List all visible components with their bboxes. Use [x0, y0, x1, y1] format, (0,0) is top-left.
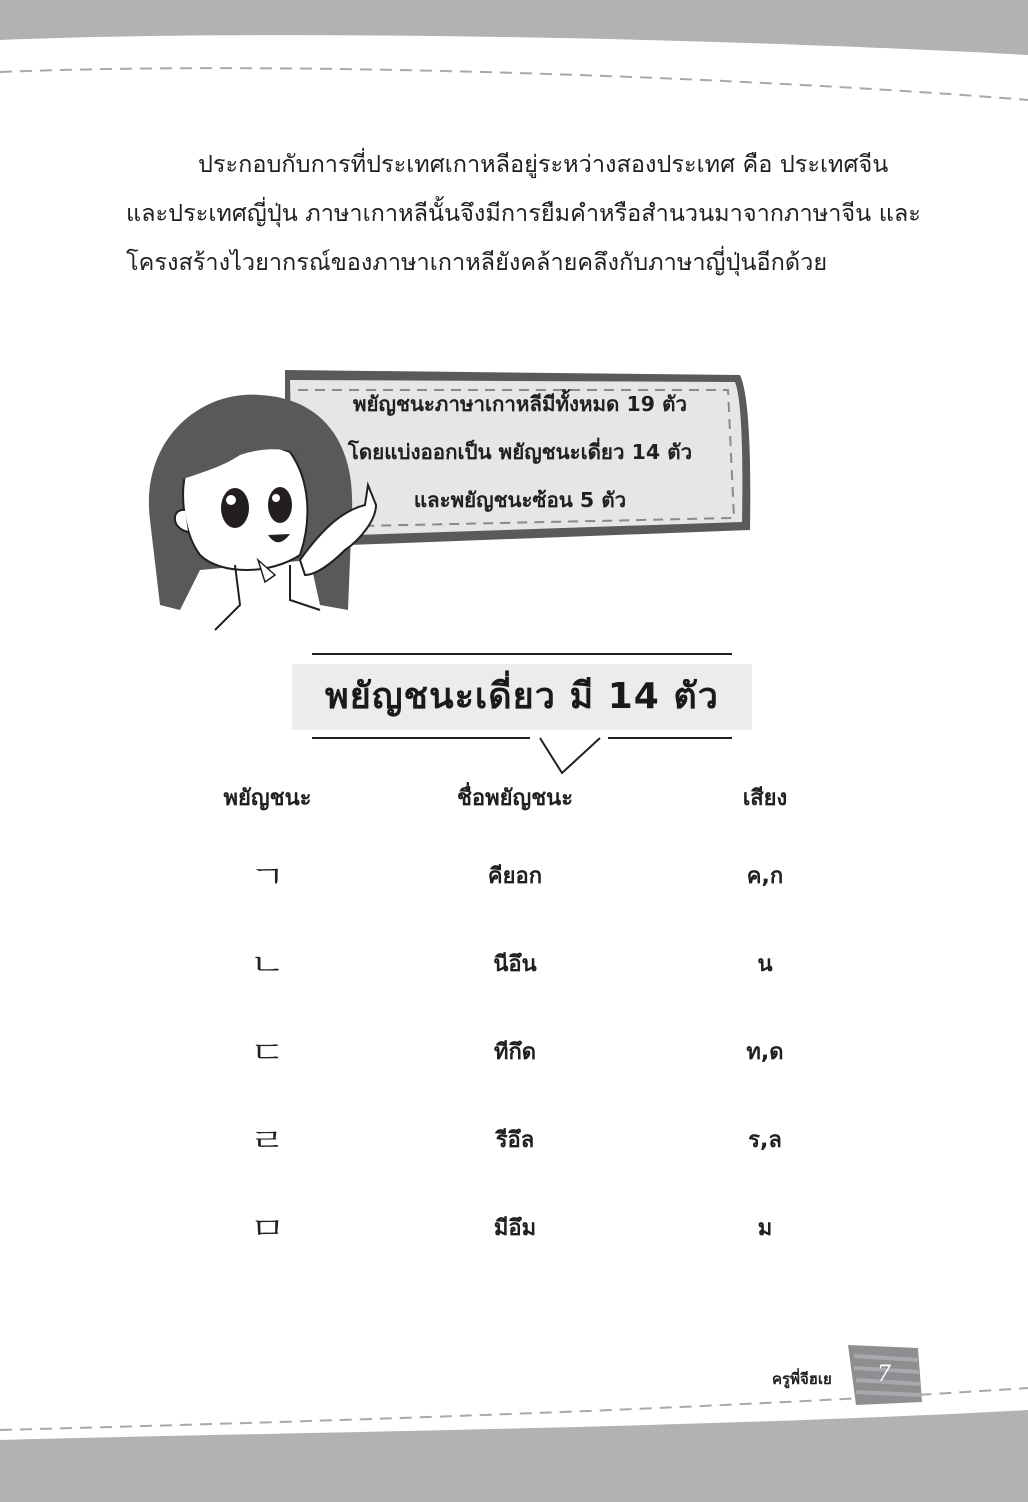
table-header: [180, 780, 880, 810]
page-number: 7: [877, 1362, 891, 1387]
header-letter: พยัญชนะ: [223, 786, 312, 811]
table-row: [180, 1034, 880, 1071]
consonant-table: [180, 780, 880, 1247]
table-row: [180, 946, 880, 983]
speech-bubble-text: [305, 380, 735, 524]
hangul-letter: ㄴ: [249, 948, 286, 983]
letter-sound: ค,ก: [746, 864, 784, 889]
section-title: พยัญชนะเดี่ยว มี 14 ตัว: [325, 676, 719, 717]
letter-name: คียอก: [487, 864, 543, 889]
header-sound: เสียง: [742, 786, 788, 811]
letter-name: นีอึน: [493, 952, 537, 977]
bubble-line: และพยัญชนะซ้อน 5 ตัว: [413, 488, 627, 512]
letter-name: รีอึล: [495, 1128, 535, 1153]
letter-sound: ม: [757, 1216, 773, 1241]
paragraph-line: โครงสร้างไวยากรณ์ของภาษาเกาหลียังคล้ายคลึงกับภาษาญี่ปุ่นอีกด้วย: [126, 248, 828, 276]
paragraph-line: และประเทศญี่ปุ่น ภาษาเกาหลีนั้นจึงมีการยืมคำหรือสำนวนมาจากภาษาจีน และ: [126, 199, 921, 227]
footer-author: ครูพี่จีฮเย: [772, 1370, 832, 1388]
letter-name: ทีกึด: [493, 1040, 537, 1065]
table-row: [180, 1210, 880, 1247]
hangul-letter: ㅁ: [249, 1212, 286, 1247]
letter-sound: ร,ล: [748, 1128, 782, 1153]
top-band: [0, 0, 1028, 110]
intro-paragraph: [126, 140, 921, 287]
table-row: [180, 1122, 880, 1159]
hangul-letter: ㄱ: [249, 860, 286, 895]
hangul-letter: ㄷ: [249, 1036, 286, 1071]
letter-name: มีอึม: [493, 1216, 537, 1241]
bubble-line: พยัญชนะภาษาเกาหลีมีทั้งหมด 19 ตัว: [353, 392, 687, 416]
table-row: [180, 858, 880, 895]
hangul-letter: ㄹ: [249, 1124, 286, 1159]
letter-sound: น: [757, 952, 773, 977]
header-name: ชื่อพยัญชนะ: [456, 786, 574, 811]
paragraph-line: ประกอบกับการที่ประเทศเกาหลีอยู่ระหว่างสองประเทศ คือ ประเทศจีน: [198, 150, 889, 178]
bubble-line: โดยแบ่งออกเป็น พยัญชนะเดี่ยว 14 ตัว: [347, 440, 693, 464]
letter-sound: ท,ด: [746, 1040, 784, 1065]
